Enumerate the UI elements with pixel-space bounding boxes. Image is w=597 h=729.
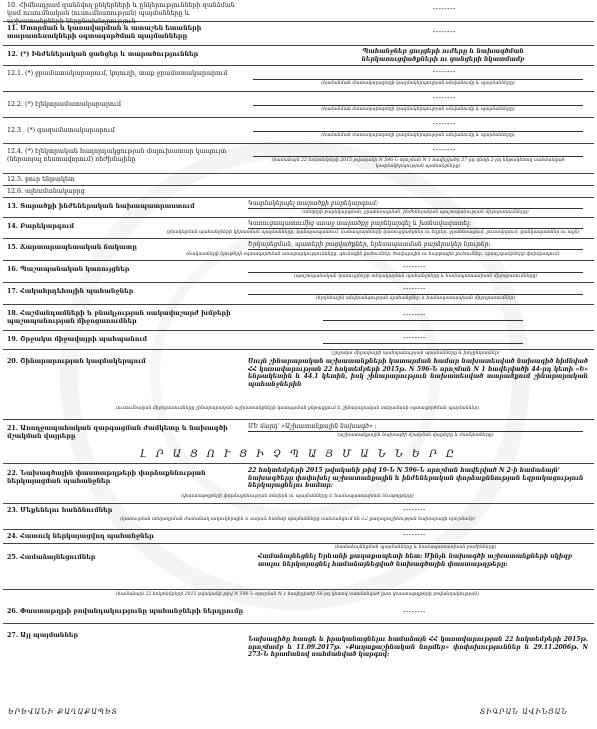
row-14-label: 14. Բարեկարգում <box>7 223 75 230</box>
approval-heading: Լ Ր Ա Ց Ո Ւ Ց Ի Չ Պ Ա Յ Մ Ա Ն Ն Ե Ր Ը <box>139 449 458 460</box>
row-16 <box>3 261 594 283</box>
row-17 <box>3 283 594 305</box>
row-19-label: 19. Շրջակա միջավայրի պահպանում <box>7 336 148 343</box>
row-21b <box>3 448 594 464</box>
row-10 <box>3 0 594 25</box>
row-21-label: 21. Առողջապահական զարգացման ժամկետը և նախագծի մշակման վայրերը <box>7 425 228 440</box>
row-12-2-caption: (համանման մատակարարողի կազմակերպության անվանումը և պայմանները) <box>321 107 515 112</box>
row-13-underline <box>248 208 583 209</box>
row-24 <box>3 530 594 544</box>
row-19-value: -------- <box>403 334 426 342</box>
row-16-caption: (պաշտպանական կառույցների տեղակայման պահանջները և համապատասխան միջոցառումները) <box>293 274 538 279</box>
row-12-4-caption: (համաձայն 22 հոկտեմբերի 2015 թվականի N 596-Ն որոշման N 1 հավելվածի 57-րդ կետի 2-րդ ենթակետով սահմանված կազմակերպության պահանջները) <box>271 158 565 169</box>
row-18-value: -------- <box>403 311 426 319</box>
row-12-2-underline <box>253 105 583 106</box>
row-25-caption: (համաձայնեցման պայմանները և համապատասխան բաժինները) <box>334 545 497 550</box>
row-12-3 <box>3 118 594 144</box>
row-22-caption: (փաստաթղթերի փորձաքննության տեղերն ու պայմանները և համապատասխան ձևաթղթերը) <box>181 494 414 499</box>
row-12-1-caption: (համանման մատակարարողի կազմակերպության անվանումը և պայմանները) <box>321 81 515 86</box>
row-12-3-caption: (համանման մատակարարողի կազմակերպության անվանումը և պայմանները) <box>321 133 515 138</box>
row-26-label: 26. Փաստաթղթի բովանդակությունը պահանջների ներդրումը <box>7 608 244 615</box>
row-12-1 <box>3 66 594 92</box>
row-11 <box>3 22 594 46</box>
row-16-underline <box>248 272 583 273</box>
row-17-caption: (հրդեհային անվտանգության պահանջներ և համապատասխան միջոցառումներ) <box>316 296 515 301</box>
signatory-name: ՏԻԳՐԱՆ ԱՎԻՆՅԱՆ <box>480 708 568 716</box>
row-23-caption: (կառուցման տեղադրման ժամանակ ոսկուկերպին և ոսկուն համար պայմանները սահմանվում են ՀՀ քաղաքաշինության նախարարի որոշմամբ) <box>120 517 475 522</box>
row-16-label: 16. Պաշտպանական կառույցներ <box>7 266 130 273</box>
row-14-value: Կառուցապատումից առաջ տարածքը բարեկարգել և խոնավազատել: <box>248 220 471 227</box>
row-19 <box>3 331 594 350</box>
row-25 <box>3 544 594 590</box>
row-12-3-underline <box>253 131 583 132</box>
row-14 <box>3 218 594 239</box>
row-12-5-label: 12.5. բուր ենթակետ <box>7 176 75 183</box>
row-21-underline <box>248 431 583 432</box>
row-14-caption: (բնակեցման պահանջների կիրառման պայմանները, կանաչապատում, ճանապարհների կառուցվածքներ ու եզրեր, ջրահեռացում, լուսավորում, ցանկապատներ ու այլն) <box>166 230 580 235</box>
row-13-caption: (տեղերի բարեկարգման, ջրահեռացման, ինժեներական պաշտպանության միջոցառումները) <box>302 210 529 215</box>
row-20-value: Սույն շինարարական աշխատանքների կատարման համար նախատեսված նախագիծ հիմնված ՀՀ կառավարության 22 հոկտեմբերի 2015թ. N 596-Ն որոշման N 1 հավելվածի 44-րդ կետի «Ե» ենթակետին և 44.1 կետին, իսկ շինարարություն նախատեսված տարածքում շինարարական պահանջներին <box>248 358 588 388</box>
row-13-value: Կազմակերպել տարածքի բարեկարգում: <box>248 200 378 207</box>
row-17-underline <box>248 294 583 295</box>
row-15-underline <box>248 249 583 250</box>
row-18 <box>3 305 594 331</box>
signatory-title: ԵՐԵՎԱՆԻ ՔԱՂԱՔԱՊԵՏ <box>8 708 118 716</box>
row-12-value: Պահանջներ ցույցերի ուժերը և նախագծման ներկառուցվածքների ու ցանցերի նկատմամբ <box>361 48 525 63</box>
row-13-label: 13. Տարածքի ինժեներական նախապատրաստում <box>7 203 195 210</box>
row-12-label: 12. (*) Ինժեներական ցանցեր և տարածություններ <box>7 51 199 58</box>
row-12-6-label: 12.6. ալեամանակաբրց <box>7 188 85 195</box>
row-19-underline <box>323 343 523 344</box>
row-14-underline <box>248 228 583 229</box>
row-25-label: 25. Համաձայնեցումներ <box>7 554 96 561</box>
row-12-2-label: 12.2. (*) էլեկտրամատակարարում <box>7 101 122 108</box>
row-12-3-label: 12.3 . (*) գազամատակարարում <box>7 127 115 134</box>
row-12-1-underline <box>253 79 583 80</box>
row-27-label: 27. Այլ պայմաններ <box>7 632 79 639</box>
row-22-label: 22. Նախագծային փաստաթղթերի փորձաքննության ներկայացման պահանջներ <box>7 470 206 485</box>
row-12-2-value: -------- <box>433 94 456 102</box>
row-12-4-underline <box>253 156 583 157</box>
row-12 <box>3 46 594 66</box>
row-15-caption: (ճակատների նյութերի օգտագործման առաջարկությունները, գունային լուծումներ, ծավալային ու հարթային լուծումներ, պատշգամբների փոխկապում) <box>186 252 560 257</box>
row-15-value: Երկարեցման, պատերի բացվածքներ, երեսապատման բարձրակեր նյութեր: <box>248 241 491 248</box>
row-10-value: -------- <box>433 5 456 13</box>
row-22 <box>3 464 594 504</box>
row-23 <box>3 504 594 530</box>
row-21 <box>3 420 594 448</box>
row-26 <box>3 590 594 624</box>
row-26-caption: (համաձայն 22 հոկտեմբերի 2015 թվականի թիվ N 596-Ն որոշման N 1 հավելվածի 56-րդ կետով սահմանված ըստ փաստաթղթերի բովանդակության) <box>116 592 479 597</box>
row-27-value: Նախագիծը հասցե և իրականացնելու համաձայն ՀՀ կառավարության 22 հոկտեմբերի 2015թ. որոշմամբ և 11.09.2017թ. «Քաղաքաշինական նորմեր» փոփոխություններ և 29.11.2006թ. N 273-Ն հրամանով սահմանված կարգով: <box>248 636 588 658</box>
row-11-value: -------- <box>433 28 456 36</box>
row-20-label: 20. Շինարարության կազմակերպում <box>7 358 146 365</box>
row-25-value: Համաձայնեցնել Երևանի քաղաքապետի հետ: Մինչև նախագծի աշխատանքների սկիզբ տալու ներկայացնել համաձայնեցված նախագծային փաստաթղթերը: <box>258 553 572 568</box>
row-20-caption: (շրջակա միջավայրի պահպանության պայմանները և խոչընդոտներ) <box>331 351 500 356</box>
row-27 <box>3 624 594 700</box>
row-24-value: -------- <box>403 531 426 539</box>
row-12-2 <box>3 92 594 118</box>
row-12-6 <box>3 186 594 198</box>
row-21-caption: (աշխատանքային նախագծի մշակման վայրերը և ժամկետները) <box>337 433 494 438</box>
row-20 <box>3 350 594 420</box>
row-11-label: 11. Մտորման և կառավարման և ատաշեն ետաների տարատեսակների օգտագործման պայմանները <box>7 25 202 40</box>
row-12-4-label: 12.4. (*) էլեկտրական հաղորդակցության մալուխատար կապույտ (ներառյալ ռեստավորում) ռեժիմայինը <box>7 148 227 163</box>
row-15-label: 15. Ճարտարապետական ճակատը <box>7 244 137 251</box>
row-12-4-value: -------- <box>433 146 456 154</box>
row-12-1-value: -------- <box>433 68 456 76</box>
row-12-5 <box>3 174 594 186</box>
row-26-value: -------- <box>403 608 426 616</box>
row-16-value: -------- <box>403 263 426 271</box>
row-10-label: 10. Հիմնադրամ զանձվող ընկերների և ընկերությունների զանձման կամ ուսումնական (ուսումնառության) պայմանները և աշխատանքների ներքնախնդրություն <box>7 2 235 25</box>
row-22-value: 22 հոկտեմբերի 2015 թվականի թիվ 19-Ն N 596-Ն որոշման հավելված N 2-ի համաձայն' նախագծերը փոփոխել աշխատանքային և ինժեներական փորձաքննության եզրակացություն ներկայացնելու համար: <box>248 467 584 489</box>
row-18-label: 18. Հաշմանդամների և բնակչության սակավաշարժ խմբերի պաշտպանության միջոցառումներ <box>7 310 231 325</box>
row-17-value: -------- <box>403 285 426 293</box>
row-23-label: 23. Մեքենելու հանձնումներ <box>7 507 113 514</box>
row-13 <box>3 198 594 218</box>
row-24-label: 24. Հատուկ ներկայացվող պահանջներ <box>7 533 154 540</box>
row-20-caption-2: (ուսումնական միջոցառումները շինարարական աշխատանքների կատարման ընթացքում և շինարարական տեղամասի օգտագործման պայմաններ) <box>115 406 480 411</box>
row-12-4 <box>3 144 594 174</box>
row-21-value: ՄԵ մարդ' «Աշխատանքային նախագծ» : <box>248 423 377 430</box>
row-12-3-value: -------- <box>433 120 456 128</box>
row-15 <box>3 239 594 261</box>
row-18-underline <box>323 320 523 321</box>
row-12-1-label: 12.1. (*) ջրամատակարարում, կոյուղի, տաք ջրամատակարարում <box>7 70 228 77</box>
row-17-label: 17. Հակահրդեհային պահանջներ <box>7 288 134 295</box>
row-23-value: -------- <box>403 506 426 514</box>
